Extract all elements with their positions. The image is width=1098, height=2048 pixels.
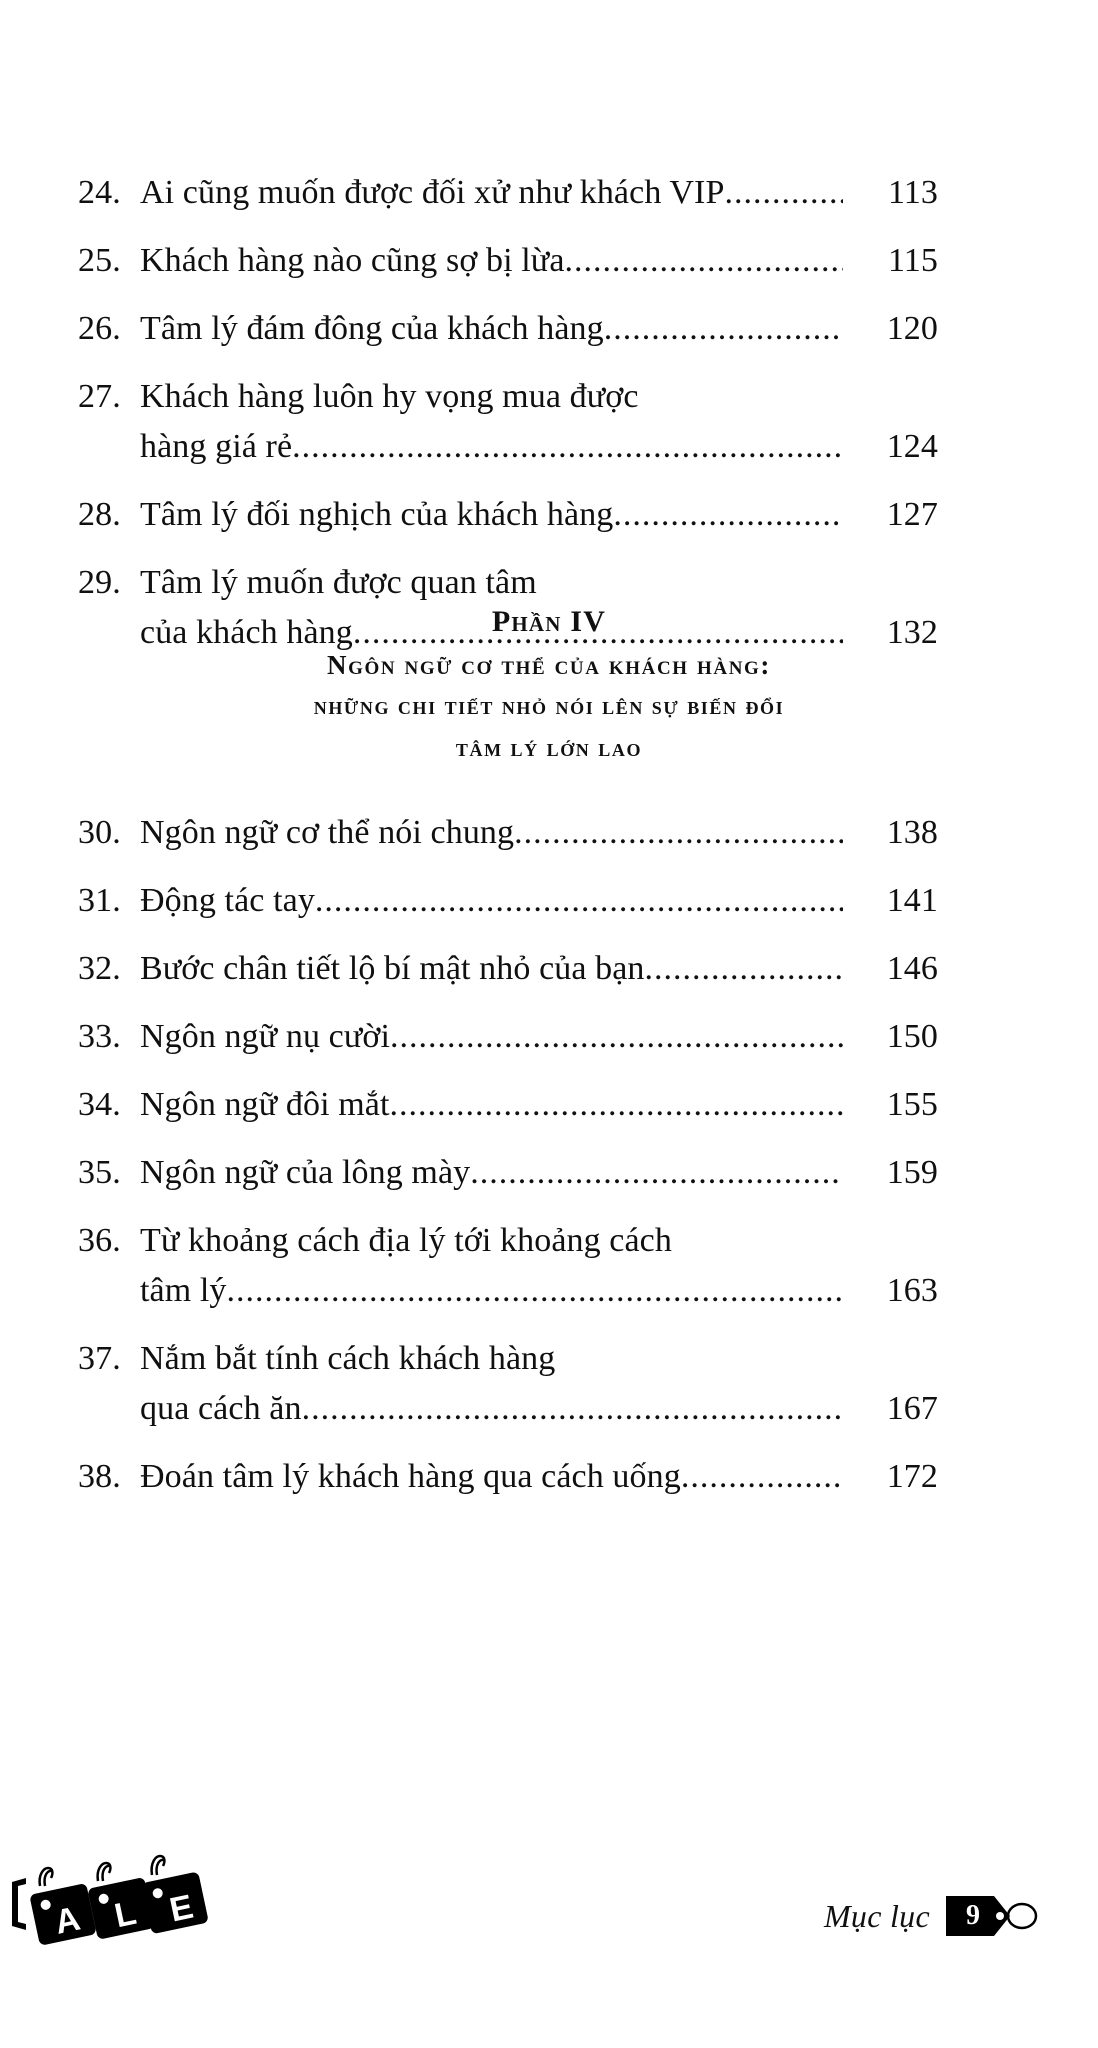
toc-leader-dots: [227, 1266, 843, 1316]
toc-entry-title: Từ khoảng cách địa lý tới khoảng cách: [140, 1222, 672, 1259]
toc-entry-line: [78, 1334, 938, 1384]
toc-entry[interactable]: [78, 808, 938, 858]
toc-leader-dots: [315, 876, 843, 926]
toc-entry-number: 32.: [78, 950, 121, 987]
toc-leader-dots: [725, 168, 844, 218]
toc-entry-line: [78, 808, 938, 858]
toc-entry-line: [78, 372, 938, 422]
svg-text:E: E: [166, 1887, 197, 1930]
toc-leader-dots: [292, 422, 843, 472]
toc-leader-dots: [390, 1012, 843, 1062]
part-title-line-2: những chi tiết nhỏ nói lên sự biến đổi: [313, 693, 785, 720]
part-heading: [0, 600, 1098, 770]
toc-entry-line: [78, 168, 938, 218]
part-title-line-1: Ngôn ngữ cơ thể của khách hàng:: [326, 650, 772, 680]
toc-entry-line: [78, 236, 938, 286]
toc-entry-page-number: 138: [886, 814, 938, 851]
toc-entry-page-number: 167: [886, 1390, 938, 1427]
toc-entry-number: 34.: [78, 1086, 121, 1123]
toc-entry[interactable]: [78, 490, 938, 540]
page-footer: [0, 1844, 1098, 1964]
toc-entry-continuation: [78, 422, 938, 472]
toc-entry-page-number: 150: [886, 1018, 938, 1055]
toc-entry-number: 24.: [78, 174, 121, 211]
sale-price-tags-logo: [10, 1848, 210, 1958]
toc-entry-title: Khách hàng nào cũng sợ bị lừa: [140, 242, 565, 279]
toc-entry-page-number: 115: [887, 242, 938, 279]
toc-entry[interactable]: [78, 304, 938, 354]
toc-entry-number: 28.: [78, 496, 121, 533]
part-label: Phần IV: [491, 605, 607, 638]
toc-entry-number: 30.: [78, 814, 121, 851]
toc-entry-number: 25.: [78, 242, 121, 279]
toc-leader-dots: [681, 1452, 843, 1502]
toc-entry[interactable]: [78, 372, 938, 472]
toc-entry[interactable]: [78, 1012, 938, 1062]
toc-leader-dots: [302, 1384, 843, 1434]
toc-entry[interactable]: [78, 1216, 938, 1316]
toc-entry-title: Động tác tay: [140, 882, 315, 919]
toc-entry-page-number: 127: [886, 496, 938, 533]
toc-entry-page-number: 141: [886, 882, 938, 919]
toc-entry-line: [78, 490, 938, 540]
toc-leader-dots: [514, 808, 843, 858]
toc-entry[interactable]: [78, 1080, 938, 1130]
toc-entry-page-number: 120: [886, 310, 938, 347]
toc-entry-title: Tâm lý đối nghịch của khách hàng: [140, 496, 614, 533]
toc-entry[interactable]: [78, 168, 938, 218]
toc-entry-title: Ngôn ngữ đôi mắt: [140, 1086, 390, 1123]
toc-entry-number: 35.: [78, 1154, 121, 1191]
footer-page-marker: [824, 1890, 1040, 1942]
toc-entry[interactable]: [78, 1452, 938, 1502]
toc-entry-page-number: 113: [887, 174, 938, 211]
toc-entry-page-number: 146: [886, 950, 938, 987]
toc-entry-line: [78, 1148, 938, 1198]
toc-entry-number: 31.: [78, 882, 121, 919]
toc-entry-continuation: [78, 1266, 938, 1316]
toc-entry[interactable]: [78, 944, 938, 994]
toc-entry[interactable]: [78, 236, 938, 286]
toc-entry-page-number: 163: [886, 1272, 938, 1309]
toc-entry-title: tâm lý: [140, 1272, 227, 1309]
toc-entry-page-number: 155: [886, 1086, 938, 1123]
footer-label: Mục lục: [823, 1897, 930, 1934]
toc-leader-dots: [645, 944, 843, 994]
toc-leader-dots: [470, 1148, 843, 1198]
toc-entry-continuation: [78, 1384, 938, 1434]
toc-entry-title: Tâm lý đám đông của khách hàng: [140, 310, 604, 347]
page-number-tag: [944, 1890, 1040, 1942]
toc-entry-line: [78, 1452, 938, 1502]
toc-entry-title: Ai cũng muốn được đối xử như khách VIP: [140, 174, 725, 211]
toc-leader-dots: [604, 304, 843, 354]
toc-entry-page-number: 159: [886, 1154, 938, 1191]
toc-entry[interactable]: [78, 1334, 938, 1434]
toc-entry-title: Khách hàng luôn hy vọng mua được: [140, 378, 639, 415]
toc-entry-number: 27.: [78, 378, 121, 415]
toc-entry-number: 36.: [78, 1222, 121, 1259]
svg-text:A: A: [51, 1899, 84, 1942]
toc-entry-line: [78, 876, 938, 926]
toc-entry-number: 33.: [78, 1018, 121, 1055]
page-number: 9: [966, 1900, 980, 1931]
toc-entry-line: [78, 304, 938, 354]
toc-leader-dots: [390, 1080, 843, 1130]
toc-entry-line: [78, 1216, 938, 1266]
toc-entry[interactable]: [78, 1148, 938, 1198]
toc-entry-page-number: 132: [886, 614, 938, 651]
toc-entry-number: 29.: [78, 564, 121, 601]
toc-entry-title: Ngôn ngữ của lông mày: [140, 1154, 471, 1191]
toc-leader-dots: [565, 236, 843, 286]
toc-entry-title: Ngôn ngữ cơ thể nói chung: [140, 814, 515, 851]
toc-leader-dots: [613, 490, 843, 540]
toc-entry-line: [78, 1080, 938, 1130]
toc-entry-number: 26.: [78, 310, 121, 347]
toc-entry-title: Đoán tâm lý khách hàng qua cách uống: [140, 1458, 681, 1495]
toc-entry[interactable]: [78, 876, 938, 926]
toc-entry-title: Ngôn ngữ nụ cười: [140, 1018, 391, 1055]
svg-text:L: L: [111, 1893, 140, 1936]
toc-entry-page-number: 172: [886, 1458, 938, 1495]
toc-entry-line: [78, 1012, 938, 1062]
toc-entry-page-number: 124: [886, 428, 938, 465]
toc-entry-number: 37.: [78, 1340, 121, 1377]
toc-entry-title: Nắm bắt tính cách khách hàng: [140, 1340, 556, 1377]
toc-entry-number: 38.: [78, 1458, 121, 1495]
table-of-contents-lower: [78, 808, 938, 1520]
toc-entry-title: Bước chân tiết lộ bí mật nhỏ của bạn: [140, 950, 645, 987]
toc-entry-title: của khách hàng: [140, 614, 353, 651]
part-title-line-3: tâm lý lớn lao: [455, 735, 643, 762]
toc-entry-title: Tâm lý muốn được quan tâm: [140, 564, 537, 601]
toc-entry-title: hàng giá rẻ: [140, 428, 293, 465]
toc-entry-title: qua cách ăn: [140, 1390, 302, 1427]
toc-entry-line: [78, 944, 938, 994]
